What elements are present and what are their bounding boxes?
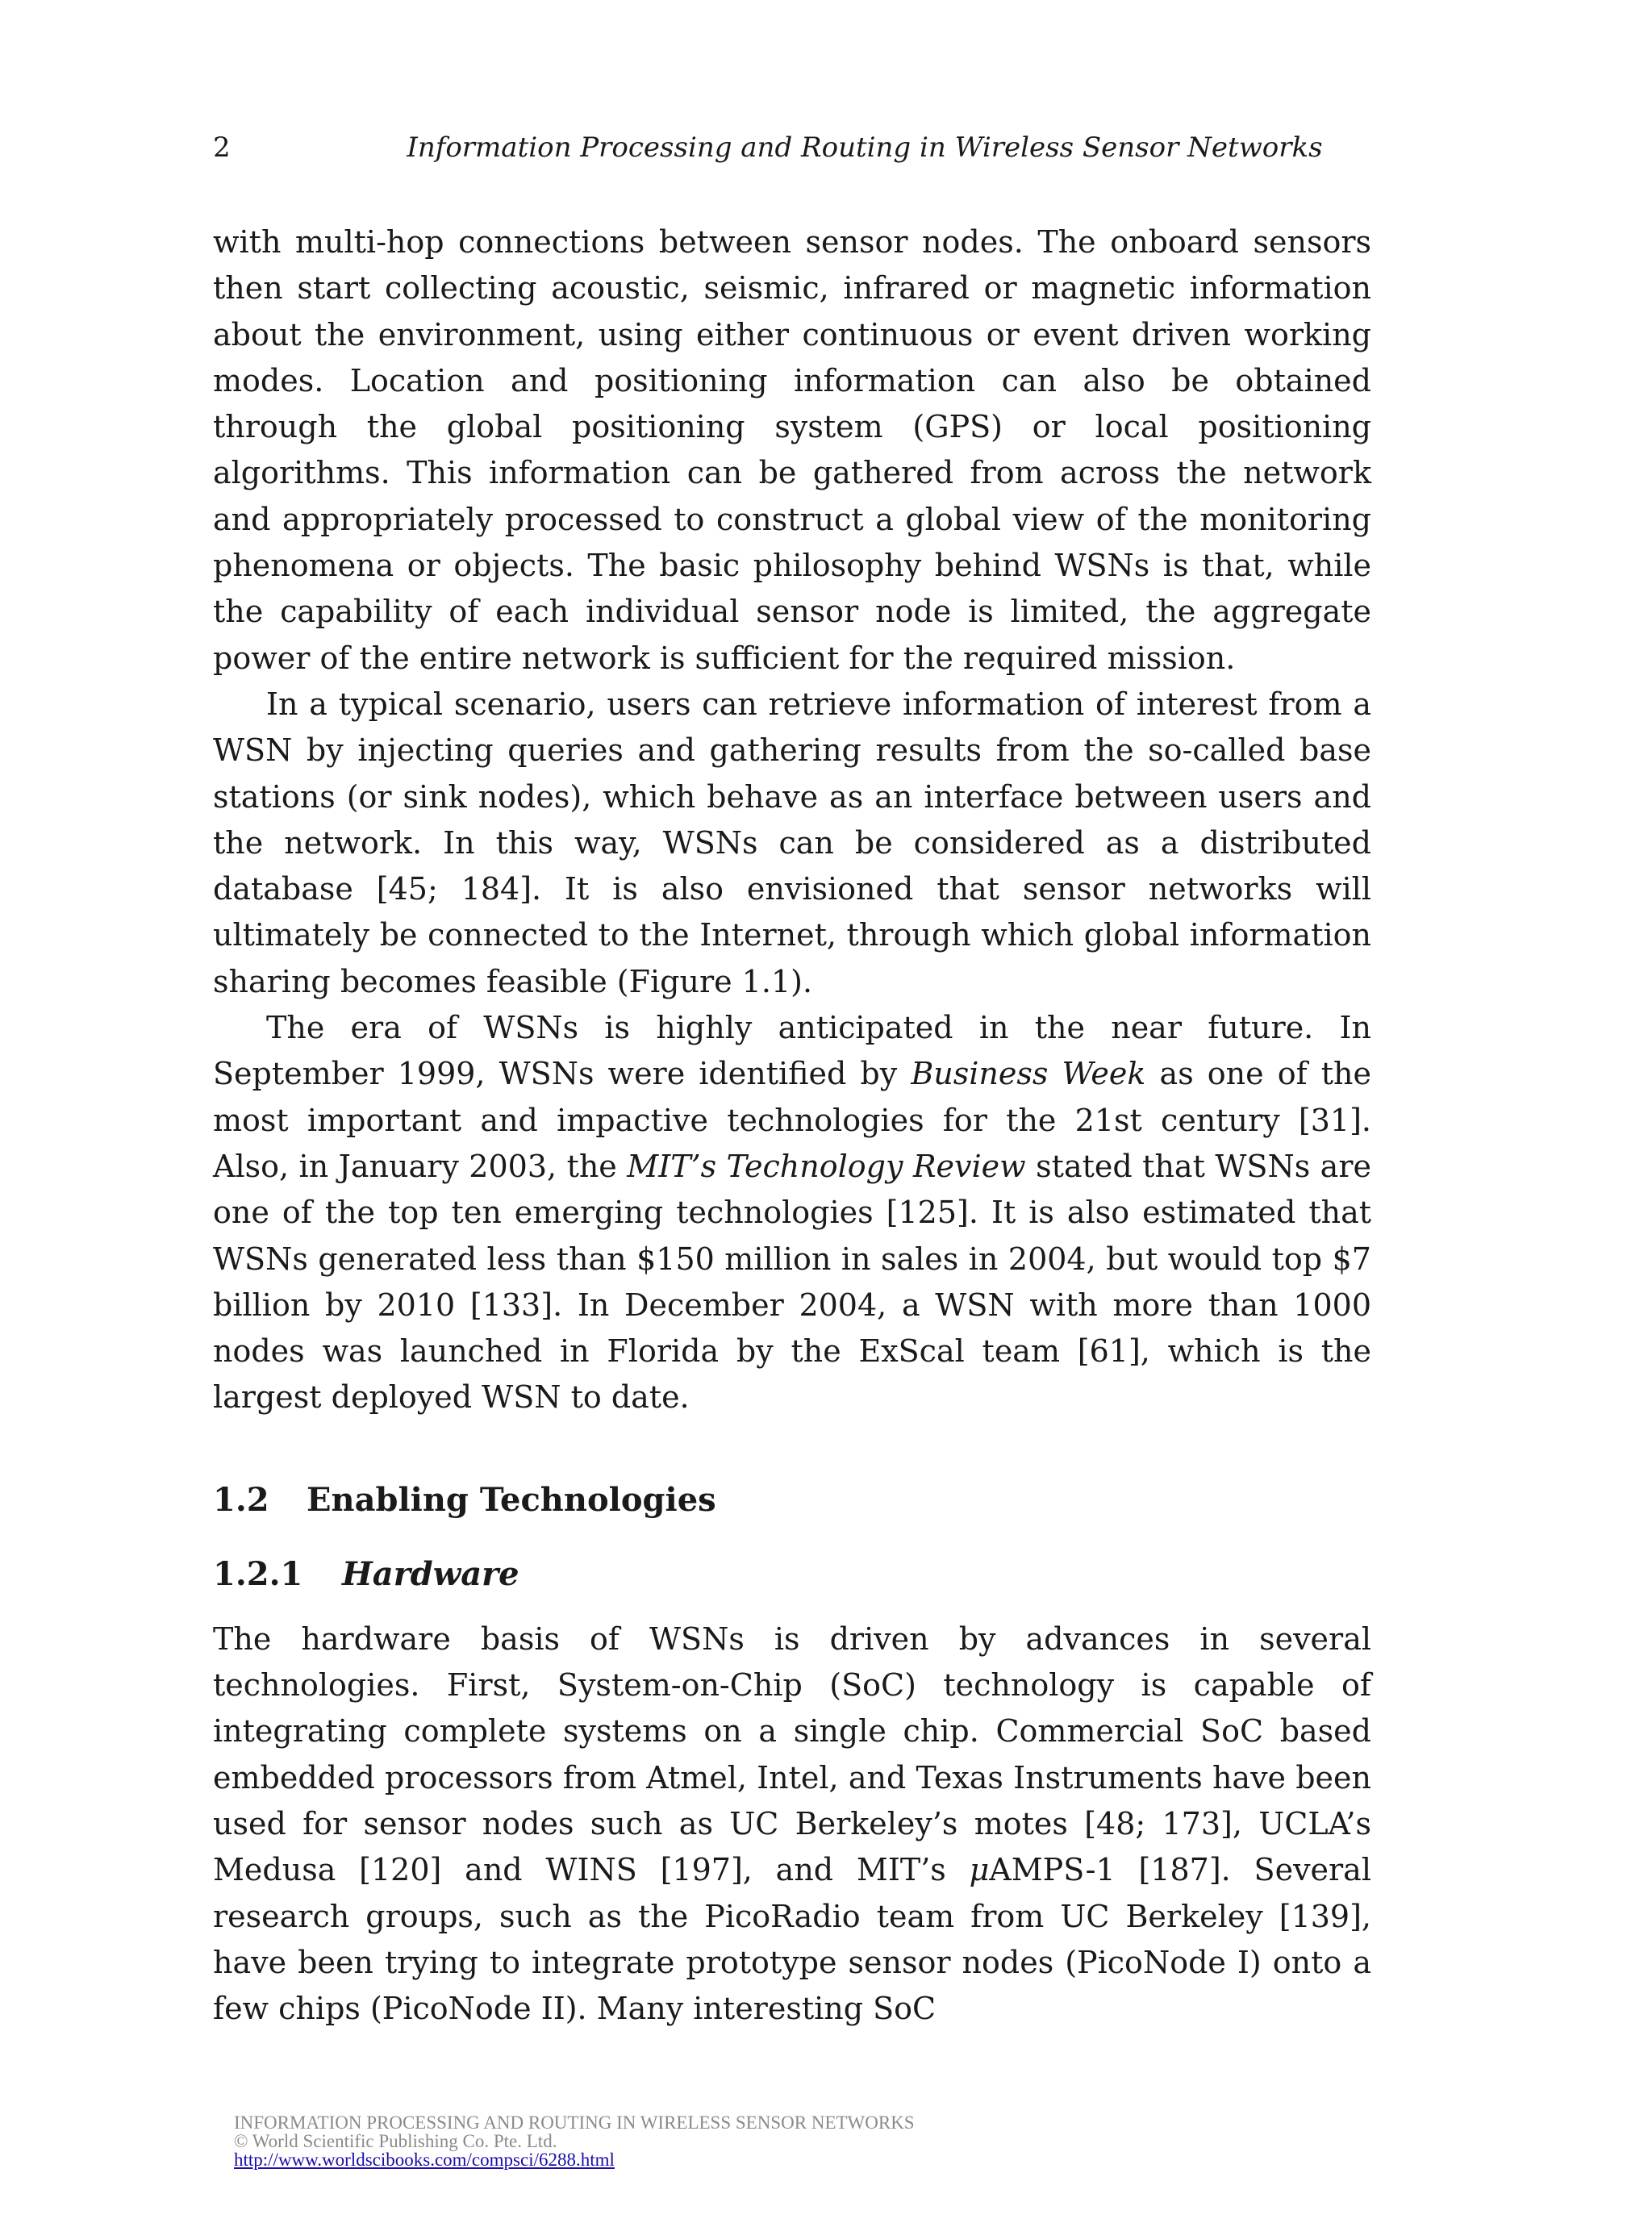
footer-link[interactable]: http://www.worldscibooks.com/compsci/6288.html	[234, 2150, 615, 2170]
paragraph-1: with multi-hop connections between sensor nodes. The onboard sensors then start collecting acoustic, seismic, infrared or magnetic information about the environment, using either continuous or event driven working modes. Location and positioning information can also be obtained through the global positioning system (GPS) or local positioning algorithms. This information can be gathered from across the network and appropriately processed to construct a global view of the monitoring phenomena or objects. The basic philosophy behind WSNs is that, while the capability of each individual sensor node is limited, the aggregate power of the entire network is sufficient for the required mission.	[213, 224, 1371, 676]
section-number: 1.2	[213, 1480, 269, 1519]
page-header	[213, 127, 1371, 168]
footer-copyright: © World Scientific Publishing Co. Pte. Ltd.	[234, 2131, 557, 2151]
main-text	[213, 219, 1371, 2032]
page-number: 2	[213, 131, 231, 164]
paragraph-3-text-a: The era of WSNs is highly anticipated in the near future. In September 1999, WSNs were identified by	[213, 1010, 1371, 1092]
paragraph-3	[213, 1005, 1371, 1421]
subsection-heading	[213, 1554, 1371, 1595]
section-heading	[213, 1479, 1371, 1521]
paragraph-4	[213, 1616, 1371, 2033]
subsection-title: Hardware	[342, 1554, 519, 1593]
paragraph-3-text-b: as one of the most important and impactive technologies for the 21st century [31]. Also, in January 2003, the	[213, 1056, 1372, 1184]
paragraph-4-text-a: The hardware basis of WSNs is driven by advances in several technologies. First, System-on-Chip (SoC) technology is capable of integrating complete systems on a single chip. Commercial SoC based embedded processors from Atmel, Intel, and Texas Instruments have been used for sensor nodes such as UC Berkeley’s motes [48; 173], UCLA’s Medusa [120] and WINS [197], and MIT’s	[213, 1620, 1371, 1888]
paragraph-2: In a typical scenario, users can retrieve information of interest from a WSN by injecting queries and gathering results from the so-called base stations (or sink nodes), which behave as an interface between users and the network. In this way, WSNs can be considered as a distributed database [45; 184]. It is also envisioned that sensor networks will ultimately be connected to the Internet, through which global information sharing becomes feasible (Figure 1.1).	[213, 686, 1371, 999]
paragraph-3-text-c: stated that WSNs are one of the top ten emerging technologies [125]. It is also estimated that WSNs generated less than $150 million in sales in 2004, but would top $7 billion by 2010 [133]. In December 2004, a WSN with more than 1000 nodes was launched in Florida by the ExScal team [61], which is the largest deployed WSN to date.	[213, 1148, 1371, 1416]
mu-symbol: μ	[969, 1852, 990, 1888]
copyright-footer	[234, 2113, 915, 2169]
technology-review-title: MIT’s Technology Review	[627, 1148, 1026, 1184]
paragraph-4-text-b: AMPS-1 [187]. Several research groups, such as the PicoRadio team from UC Berkeley [139], have been trying to integrate prototype sensor nodes (PicoNode I) onto a few chips (PicoNode II). Many interesting SoC	[213, 1852, 1371, 2027]
footer-book-title: INFORMATION PROCESSING AND ROUTING IN WIRELESS SENSOR NETWORKS	[234, 2112, 915, 2133]
business-week-title: Business Week	[911, 1056, 1146, 1092]
running-title: Information Processing and Routing in Wireless Sensor Networks	[407, 131, 1323, 164]
subsection-number: 1.2.1	[213, 1554, 303, 1593]
section-title: Enabling Technologies	[307, 1480, 716, 1519]
